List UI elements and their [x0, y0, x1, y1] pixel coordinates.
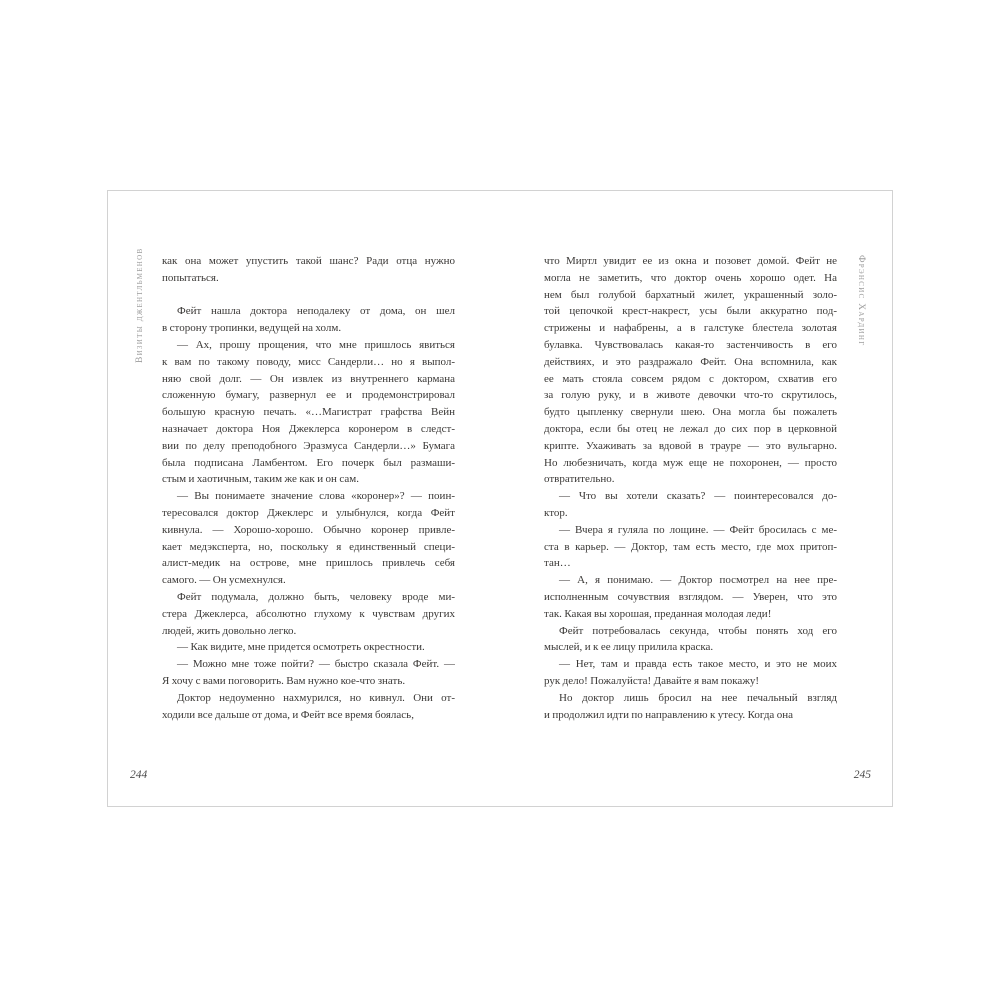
text-line: кает медэксперта, но, поскольку я единственный специ-: [162, 540, 455, 553]
book-spread: [107, 190, 893, 807]
text-line: и продолжил идти по направлению к утесу. Когда она: [544, 708, 794, 721]
text-line: могла не заметить, что доктор очень хорошо одет. На: [544, 271, 837, 284]
paragraph: [544, 656, 837, 690]
text-line: Доктор недоуменно нахмурился, но кивнул. Они от-: [177, 691, 455, 704]
text-line: Фейт подумала, должно быть, человеку вроде ми-: [177, 590, 455, 603]
text-line: рук дело! Пожалуйста! Давайте я вам покажу!: [544, 674, 760, 687]
paragraph: [162, 589, 455, 639]
text-line: — Как видите, мне придется осмотреть окрестности.: [177, 641, 425, 654]
text-line: стрижены и нафабрены, а в галстуке блестела золотая: [544, 322, 837, 335]
paragraph: [162, 337, 455, 488]
running-head-author-name: Фрэнсис Хардинг: [856, 255, 866, 347]
text-line: — Что вы хотели сказать? — поинтересовался до-: [559, 490, 837, 503]
text-line: ктор.: [544, 506, 568, 519]
right-page: [501, 191, 894, 806]
text-line: — Нет, там и правда есть такое место, и это не моих: [559, 658, 837, 671]
text-line: крипте. Ухаживать за вдовой в трауре — это вульгарно.: [544, 439, 837, 452]
text-line: исполненным сочувствия взглядом. — Уверен, что это: [544, 590, 837, 603]
text-line: ходили все дальше от дома, и Фейт все время боялась,: [162, 708, 414, 721]
text-line: действиях, и это раздражало Фейт. Она вспомнила, как: [544, 355, 837, 368]
paragraph: [162, 488, 455, 589]
running-head-book-title: Визиты джентльменов: [135, 247, 145, 363]
text-line: стера Джеклерса, абсолютно глухому к чувствам других: [162, 607, 455, 620]
text-line: попытаться.: [162, 271, 219, 284]
text-line: — Ах, прошу прощения, что мне пришлось явиться: [177, 338, 455, 351]
page-number-right: 245: [853, 769, 871, 781]
text-line: сложенную бумагу, развернул ее и продемонстрировал: [162, 389, 455, 402]
paragraph: [544, 253, 837, 488]
text-line: мыслей, и к ее лицу прилила краска.: [544, 641, 714, 654]
text-line: той цепочкой крест-накрест, усы были аккуратно под-: [544, 305, 837, 318]
paragraph: [162, 303, 455, 337]
paragraph: [162, 639, 455, 656]
paragraph: [544, 690, 837, 724]
text-line: доктора, если бы отец не лежал до сих пор в церковной: [544, 422, 837, 435]
text-line: была подписана Ламбентом. Его почерк был размаши-: [162, 456, 455, 469]
text-line: тан…: [544, 557, 571, 570]
text-line: ее мать стояла совсем рядом с доктором, схватив его: [544, 372, 837, 385]
text-line: ста в карьер. — Доктор, там есть место, где мох притоп-: [544, 540, 837, 553]
text-line: за голую руку, и в животе девочки что-то скрутилось,: [544, 389, 837, 402]
text-line: — Вы понимаете значение слова «коронер»? — поин-: [177, 490, 455, 503]
paragraph: [544, 572, 837, 622]
text-line: Я хочу с вами поговорить. Вам нужно кое-что знать.: [162, 674, 406, 687]
text-line: будто цыпленку свернули шею. Она могла бы пожалеть: [544, 406, 837, 419]
text-line: няю свой долг. — Он извлек из внутреннего кармана: [162, 372, 455, 385]
left-text-column: [162, 253, 455, 723]
paragraph: [544, 488, 837, 522]
text-line: как она может упустить такой шанс? Ради отца нужно: [162, 255, 455, 267]
text-line: Фейт нашла доктора неподалеку от дома, он шел: [177, 305, 455, 318]
paragraph: [162, 656, 455, 690]
paragraph: [162, 690, 455, 724]
text-line: — Можно мне тоже пойти? — быстро сказала Фейт. —: [177, 658, 455, 671]
text-line: что Миртл увидит ее из окна и позовет домой. Фейт не: [544, 255, 837, 267]
paragraph: [544, 623, 837, 657]
paragraph: [162, 253, 455, 287]
text-line: вии по делу преподобного Эразмуса Сандерли…» Бумага: [162, 439, 455, 452]
text-line: — Вчера я гуляла по лощине. — Фейт бросилась с ме-: [559, 523, 837, 536]
text-line: к вам по такому поводу, мисс Сандерли… но я выпол-: [162, 355, 455, 368]
text-line: Фейт потребовалась секунда, чтобы понять ход его: [559, 624, 837, 637]
text-line: нем был голубой бархатный жилет, украшенный золо-: [544, 288, 837, 301]
text-line: людей, жить довольно легко.: [162, 624, 297, 637]
text-line: кивнула. — Хорошо-хорошо. Обычно коронер привле-: [162, 523, 455, 536]
left-page: [108, 191, 501, 806]
text-line: булавка. Чувствовалась какая-то застенчивость в его: [544, 338, 837, 351]
text-line: тересовался доктор Джеклерс и улыбнулся, когда Фейт: [162, 506, 455, 519]
right-text-column: [544, 253, 837, 723]
text-line: стым и хаотичным, таким же как и он сам.: [162, 473, 359, 486]
page-number-left: 244: [130, 769, 148, 781]
text-line: самого. — Он усмехнулся.: [162, 574, 286, 587]
text-line: в сторону тропинки, ведущей на холм.: [162, 322, 342, 335]
text-line: Но доктор лишь бросил на нее печальный взгляд: [559, 691, 837, 704]
text-line: назначает доктора Ноя Джеклерса коронером в следст-: [162, 422, 455, 435]
text-line: Но любезничать, когда муж еще не похоронен, — просто: [544, 456, 837, 469]
text-line: так. Какая вы хорошая, преданная молодая леди!: [544, 607, 772, 620]
text-line: — А, я понимаю. — Доктор посмотрел на нее пре-: [559, 574, 837, 587]
text-line: отвратительно.: [544, 473, 615, 486]
paragraph: [544, 522, 837, 572]
text-line: большую красную печать. «…Магистрат графства Вейн: [162, 406, 455, 419]
text-line: алист-медик на острове, мне пришлось привлечь себя: [162, 557, 455, 570]
